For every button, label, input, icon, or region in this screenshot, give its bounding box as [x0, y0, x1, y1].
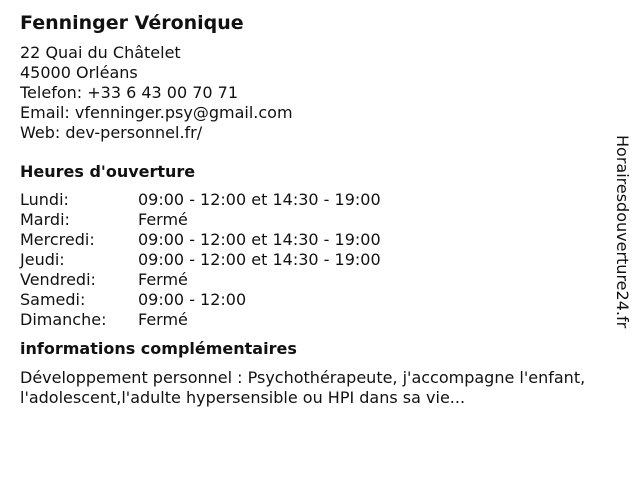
business-card: [20, 10, 600, 408]
brand-watermark: Horairesdouverture24.fr: [613, 135, 632, 329]
hours-day: Jeudi:: [20, 250, 65, 269]
hours-day: Samedi:: [20, 290, 86, 309]
hours-row-saturday: [20, 290, 600, 310]
contact-block: [20, 43, 600, 143]
hours-heading: Heures d'ouverture: [20, 162, 196, 181]
hours-value: 09:00 - 12:00 et 14:30 - 19:00: [138, 190, 381, 209]
email-line[interactable]: Email: vfenninger.psy@gmail.com: [20, 103, 293, 122]
address-city: 45000 Orléans: [20, 63, 138, 82]
hours-day: Mercredi:: [20, 230, 95, 249]
hours-day: Vendredi:: [20, 270, 96, 289]
hours-value: 09:00 - 12:00 et 14:30 - 19:00: [138, 250, 381, 269]
info-heading: informations complémentaires: [20, 339, 297, 358]
hours-row-monday: [20, 190, 600, 210]
hours-row-friday: [20, 270, 600, 290]
hours-value: 09:00 - 12:00: [138, 290, 247, 309]
hours-value: 09:00 - 12:00 et 14:30 - 19:00: [138, 230, 381, 249]
hours-day: Dimanche:: [20, 310, 107, 329]
hours-day: Mardi:: [20, 210, 70, 229]
hours-value: Fermé: [138, 270, 188, 289]
info-description: Développement personnel : Psychothérapeute, j'accompagne l'enfant,l'adolescent,l'adulte hypersensible ou HPI dans sa vie...: [20, 368, 586, 407]
hours-day: Lundi:: [20, 190, 69, 209]
hours-row-thursday: [20, 250, 600, 270]
hours-row-tuesday: [20, 210, 600, 230]
web-line[interactable]: Web: dev-personnel.fr/: [20, 123, 203, 142]
business-name: Fenninger Véronique: [20, 12, 244, 34]
hours-row-wednesday: [20, 230, 600, 250]
hours-row-sunday: [20, 310, 600, 330]
hours-value: Fermé: [138, 210, 188, 229]
hours-value: Fermé: [138, 310, 188, 329]
address-street: 22 Quai du Châtelet: [20, 43, 181, 62]
phone-line[interactable]: Telefon: +33 6 43 00 70 71: [20, 83, 239, 102]
hours-table: [20, 190, 600, 330]
